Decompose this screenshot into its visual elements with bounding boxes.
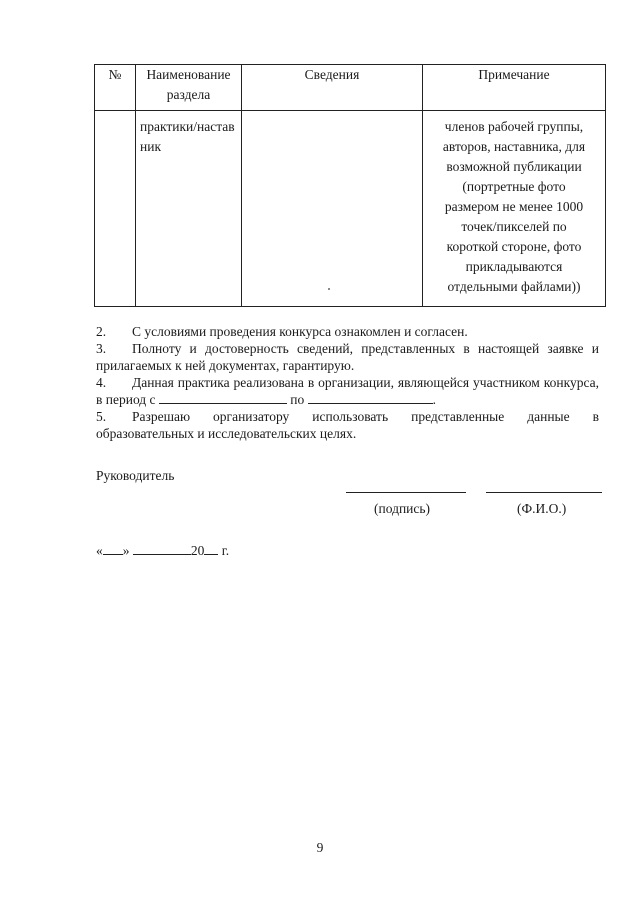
item-text: С условиями проведения конкурса ознакомлен и согласен. [132, 324, 468, 339]
note-line: точек/пикселей по [461, 219, 567, 234]
header-section-name: Наименование раздела [136, 65, 242, 111]
year-field[interactable] [204, 542, 218, 555]
cell-note [423, 111, 606, 307]
list-item [96, 323, 599, 340]
item-number: 4. [96, 375, 107, 390]
item-number: 5. [96, 409, 107, 424]
scan-speck [328, 288, 330, 290]
signature-caption: (подпись) [374, 501, 431, 516]
list-item [96, 408, 599, 442]
year-prefix: 20 [190, 543, 205, 558]
application-table [94, 64, 606, 307]
list-item [96, 374, 599, 408]
full-name-line[interactable] [486, 492, 602, 493]
date-close-quote: » [122, 543, 130, 558]
full-name-caption: (Ф.И.О.) [517, 501, 567, 516]
item-text: Данная практика реализована в организации, являющейся участником конкурса, в период с [96, 375, 599, 407]
item-number: 2. [96, 324, 107, 339]
period-start-field[interactable] [159, 391, 287, 404]
note-line: отдельными файлами)) [447, 279, 581, 294]
note-line: членов рабочей группы, [444, 119, 584, 134]
table-row [95, 111, 606, 307]
table-header-row [95, 65, 606, 111]
date-line [96, 542, 229, 559]
list-item [96, 340, 599, 374]
note-line: прикладываются [465, 259, 563, 274]
note-line: возможной публикации [446, 159, 582, 174]
note-line: (портретные фото [462, 179, 566, 194]
cell-number [95, 111, 136, 307]
head-label: Руководитель [96, 468, 175, 483]
item-number: 3. [96, 341, 107, 356]
cell-section-name: практики/наставник [136, 111, 242, 307]
item-text-end: . [432, 392, 437, 407]
item-text-mid: по [290, 392, 305, 407]
year-suffix: г. [218, 543, 230, 558]
note-line: авторов, наставника, для [442, 139, 586, 154]
note-line: короткой стороне, фото [446, 239, 582, 254]
month-field[interactable] [133, 542, 191, 555]
note-line: размером не менее 1000 [444, 199, 584, 214]
date-open-quote: « [96, 543, 103, 558]
page-number: 9 [316, 840, 324, 855]
header-note: Примечание [423, 65, 606, 111]
item-text: Полноту и достоверность сведений, представленных в настоящей заявке и прилагаемых к ней документах, гарантирую. [96, 341, 599, 373]
declaration-list [96, 323, 599, 442]
day-field[interactable] [103, 542, 123, 555]
header-number: № [95, 65, 136, 111]
cell-details [242, 111, 423, 307]
period-end-field[interactable] [308, 391, 433, 404]
signature-line[interactable] [346, 492, 466, 493]
item-text: Разрешаю организатору использовать представленные данные в образовательных и исследовательских целях. [96, 409, 599, 441]
header-details: Сведения [242, 65, 423, 111]
